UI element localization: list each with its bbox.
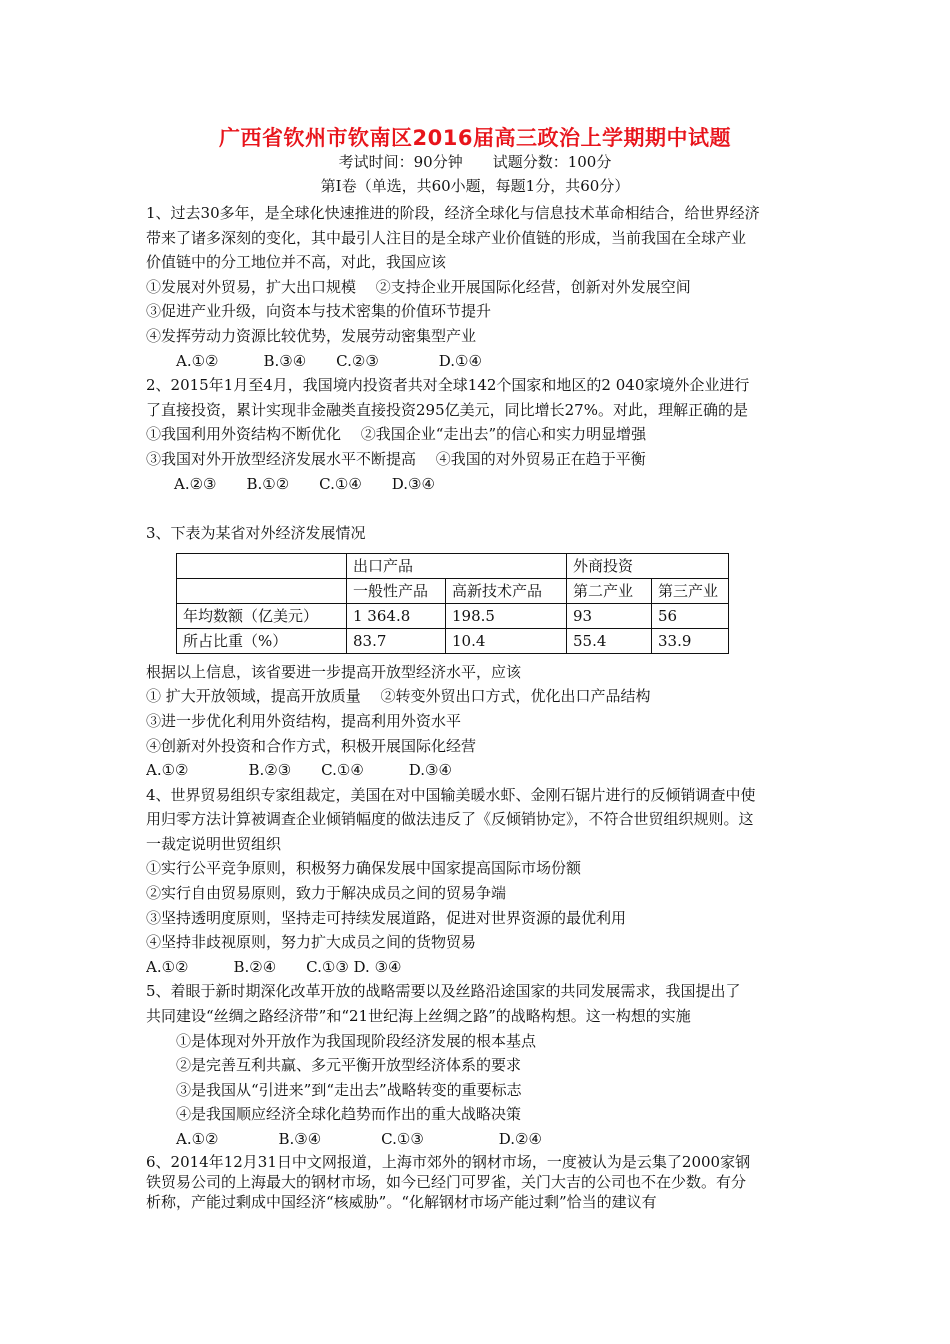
answer-choices: A.①② B.②③ C.①④ D.③④ [146,761,452,780]
option-line: ④发挥劳动力资源比较优势，发展劳动密集型产业 [146,326,477,345]
page-title: 广西省钦州市钦南区2016届高三政治上学期期中试题 [219,126,731,150]
question-text: 2、2015年1月至4月，我国境内投资者共对全球142个国家和地区的2 040家境外企业进行 [146,376,750,395]
option-line: ②实行自由贸易原则，致力于解决成员之间的贸易争端 [146,884,507,903]
table-column-header: 第二产业 [567,578,652,603]
exam-info: 考试时间：90分钟 试题分数：100分 [338,153,612,171]
table-cell: 93 [567,603,652,628]
answer-choices: A.①② B.③④ C.①③ D.②④ [176,1130,542,1148]
table-row [177,628,729,653]
table-header-row [177,553,729,578]
option-line: ③进一步优化利用外资结构，提高利用外资水平 [146,711,462,730]
answer-choices: A.①② B.②④ C.①③ D. ③④ [146,957,402,976]
option-line: ④是我国顺应经济全球化趋势而作出的重大战略决策 [176,1105,522,1124]
question-text: 3、下表为某省对外经济发展情况 [146,524,366,543]
question-4 [146,783,812,980]
table-column-header: 第三产业 [652,578,729,603]
option-line: ① 扩大开放领域，提高开放质量 ②转变外贸出口方式，优化出口产品结构 [146,687,651,706]
option-line: ③我国对外开放型经济发展水平不断提高 ④我国的对外贸易正在趋于平衡 [146,449,646,468]
table-row-label: 年均数额（亿美元） [177,603,347,628]
answer-choices: A.②③ B.①② C.①④ D.③④ [174,474,435,493]
option-line: ④创新对外投资和合作方式，积极开展国际化经营 [146,736,477,755]
table-cell: 55.4 [567,628,652,653]
question-text: 带来了诸多深刻的变化，其中最引人注目的是全球产业价值链的形成，当前我国在全球产业 [146,228,747,247]
question-text: 6、2014年12月31日中文网报道，上海市郊外的钢材市场，一度被认为是云集了2000家钢 [146,1152,751,1171]
option-line: ①是体现对外开放作为我国现阶段经济发展的根本基点 [176,1031,537,1050]
question-text: 价值链中的分工地位并不高，对此，我国应该 [146,253,447,272]
option-line: ①实行公平竞争原则，积极努力确保发展中国家提高国际市场份额 [146,859,582,878]
option-line: ①发展对外贸易，扩大出口规模 ②支持企业开展国际化经营，创新对外发展空间 [146,277,691,296]
table-row-label: 所占比重（%） [177,628,347,653]
table-cell: 56 [652,603,729,628]
table-cell: 1 364.8 [347,603,446,628]
question-2 [146,373,812,496]
question-text: 4、世界贸易组织专家组裁定，美国在对中国输美暖水虾、金刚石锯片进行的反倾销调查中使 [146,785,756,804]
table-corner-cell [177,553,347,578]
question-text: 根据以上信息，该省要进一步提高开放型经济水平，应该 [146,662,522,681]
table-cell: 198.5 [446,603,567,628]
option-line: ②是完善互利共赢、多元平衡开放型经济体系的要求 [176,1056,522,1075]
economy-table [176,553,729,654]
question-text: 铁贸易公司的上海最大的钢材市场，如今已经门可罗雀，关门大吉的公司也不在少数。有分 [146,1172,747,1191]
question-text: 析称，产能过剩成中国经济“核威胁”。“化解钢材市场产能过剩”恰当的建议有 [146,1192,657,1211]
table-cell: 33.9 [652,628,729,653]
table-header-row [177,578,729,603]
option-line: ④坚持非歧视原则，努力扩大成员之间的货物贸易 [146,933,477,952]
question-body [146,201,812,1212]
option-line: ③促进产业升级，向资本与技术密集的价值环节提升 [146,302,492,321]
question-3 [146,521,812,783]
option-line: ①我国利用外资结构不断优化 ②我国企业“走出去”的信心和实力明显增强 [146,425,647,444]
table-row [177,603,729,628]
table-cell: 83.7 [347,628,446,653]
question-1 [146,201,812,373]
question-text: 共同建设“丝绸之路经济带”和“21世纪海上丝绸之路”的战略构想。这一构想的实施 [146,1007,691,1026]
question-6 [146,1152,812,1212]
table-corner-cell [177,578,347,603]
table-column-header: 一般性产品 [347,578,446,603]
option-line: ③坚持透明度原则，坚持走可持续发展道路，促进对世界资源的最优利用 [146,908,627,927]
table-cell: 10.4 [446,628,567,653]
answer-choices: A.①② B.③④ C.②③ D.①④ [176,351,482,370]
question-text: 用归零方法计算被调查企业倾销幅度的做法违反了《反倾销协定》，不符合世贸组织规则。这 [146,810,754,829]
table-group-header: 外商投资 [567,553,729,578]
table-group-header: 出口产品 [347,553,567,578]
section-heading: 第Ⅰ卷（单选，共60小题，每题1分，共60分） [320,177,630,195]
question-text: 一裁定说明世贸组织 [146,834,282,853]
option-line: ③是我国从“引进来”到“走出去”战略转变的重要标志 [176,1080,522,1099]
table-column-header: 高新技术产品 [446,578,567,603]
question-text: 5、着眼于新时期深化改革开放的战略需要以及丝路沿途国家的共同发展需求，我国提出了 [146,982,741,1001]
question-text: 1、过去30多年，是全球化快速推进的阶段，经济全球化与信息技术革命相结合，给世界经济 [146,204,760,222]
question-text: 了直接投资，累计实现非金融类直接投资295亿美元，同比增长27%。对此，理解正确的是 [146,400,748,419]
spacer [146,496,812,521]
question-5 [146,979,812,1151]
